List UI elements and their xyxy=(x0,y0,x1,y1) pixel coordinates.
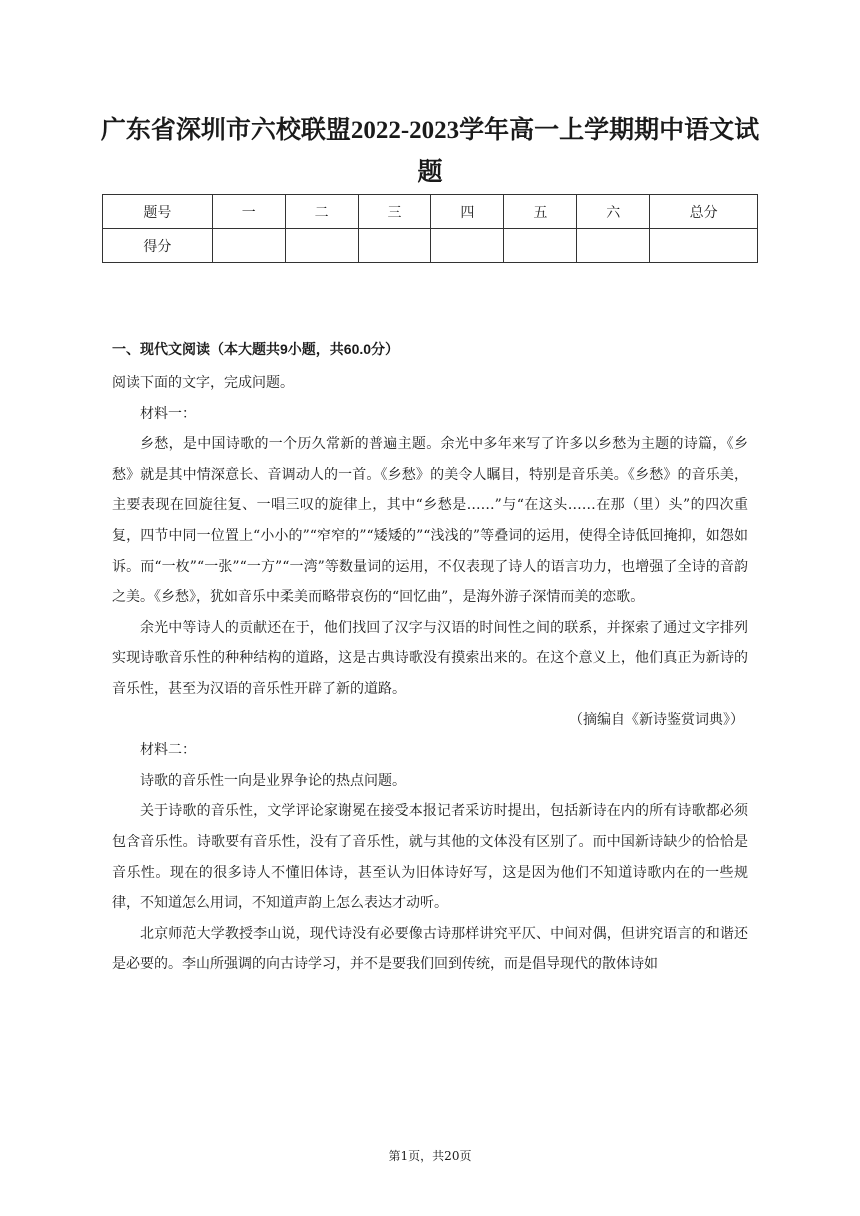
table-row xyxy=(103,195,758,229)
table-cell: 五 xyxy=(504,195,577,229)
table-cell: 总分 xyxy=(650,195,758,229)
paragraph: 关于诗歌的音乐性，文学评论家谢冕在接受本报记者采访时提出，包括新诗在内的所有诗歌都必须包含音乐性。诗歌要有音乐性，没有了音乐性，就与其他的文体没有区别了。而中国新诗缺少的恰恰是音乐性。现在的很多诗人不懂旧体诗，甚至认为旧体诗好写，这是因为他们不知道诗歌内在的一些规律，不知道怎么用词，不知道声韵上怎么表达才动听。 xyxy=(112,803,748,912)
table-cell: 一 xyxy=(212,195,285,229)
table-cell: 题号 xyxy=(103,195,213,229)
table-cell: 得分 xyxy=(103,229,213,263)
paragraph: 北京师范大学教授李山说，现代诗没有必要像古诗那样讲究平仄、中间对偶，但讲究语言的和谐还是必要的。李山所强调的向古诗学习，并不是要我们回到传统，而是倡导现代的散体诗如 xyxy=(112,925,748,973)
score-cell[interactable] xyxy=(212,229,285,263)
score-table xyxy=(102,194,758,263)
score-cell[interactable] xyxy=(577,229,650,263)
paragraph: 余光中等诗人的贡献还在于，他们找回了汉字与汉语的时间性之间的联系，并探索了通过文字排列实现诗歌音乐性的种种结构的道路，这是古典诗歌没有摸索出来的。在这个意义上，他们真正为新诗的音乐性，甚至为汉语的音乐性开辟了新的道路。 xyxy=(112,619,748,697)
score-cell[interactable] xyxy=(650,229,758,263)
paragraph: 诗歌的音乐性一向是业界争论的热点问题。 xyxy=(140,772,406,789)
material-label: 材料一： xyxy=(140,405,196,422)
page-title: 广东省深圳市六校联盟2022-2023学年高一上学期期中语文试题 xyxy=(100,117,760,186)
material-label: 材料二： xyxy=(140,742,196,759)
table-row xyxy=(103,229,758,263)
paragraph: 乡愁，是中国诗歌的一个历久常新的普遍主题。余光中多年来写了许多以乡愁为主题的诗篇，《乡愁》就是其中情深意长、音调动人的一首。《乡愁》的美令人瞩目，特别是音乐美。《乡愁》的音乐美，主要表现在回旋往复、一唱三叹的旋律上，其中“乡愁是……”与“在这头……在那（里）头”的四次重复，四节中同一位置上“小小的”“窄窄的”“矮矮的”“浅浅的”等叠词的运用，使得全诗低回掩抑，如怨如诉。而“一枚”“一张”“一方”“一湾”等数量词的运用，不仅表现了诗人的语言功力，也增强了全诗的音韵之美。《乡愁》，犹如音乐中柔美而略带哀伤的“回忆曲”，是海外游子深情而美的恋歌。 xyxy=(112,436,748,606)
source-citation: （摘编自《新诗鉴赏词典》） xyxy=(569,711,744,728)
table-cell: 六 xyxy=(577,195,650,229)
section-heading: 一、现代文阅读（本大题共9小题，共60.0分） xyxy=(112,341,400,357)
score-cell[interactable] xyxy=(285,229,358,263)
table-cell: 二 xyxy=(285,195,358,229)
score-cell[interactable] xyxy=(358,229,431,263)
instruction: 阅读下面的文字，完成问题。 xyxy=(112,375,294,391)
page-footer: 第1页，共20页 xyxy=(388,1149,472,1163)
reading-passage xyxy=(112,368,748,980)
score-cell[interactable] xyxy=(431,229,504,263)
table-cell: 四 xyxy=(431,195,504,229)
score-cell[interactable] xyxy=(504,229,577,263)
table-cell: 三 xyxy=(358,195,431,229)
